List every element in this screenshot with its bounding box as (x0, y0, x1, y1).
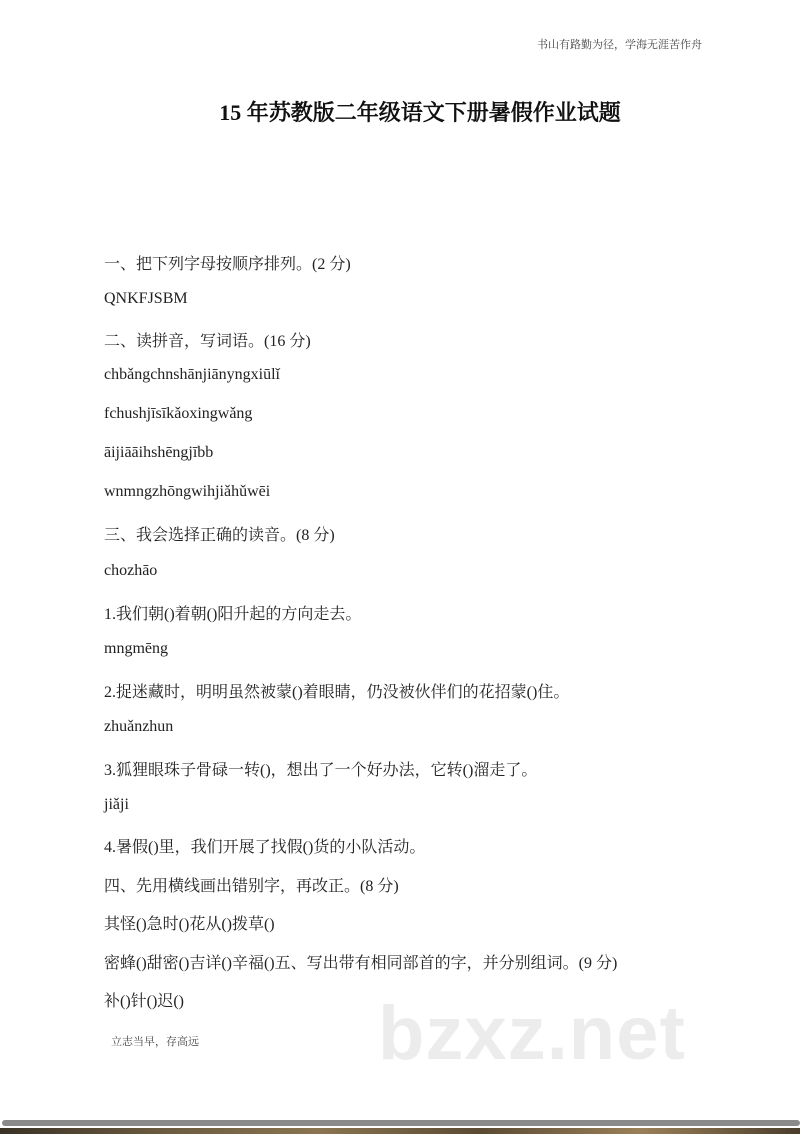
horizontal-scrollbar[interactable] (2, 1120, 800, 1126)
document-line: jiǎji (104, 796, 129, 813)
document-line: chbǎngchnshānjiānyngxiūlǐ (104, 366, 280, 383)
page-footer-motto: 立志当早，存高远 (111, 1036, 199, 1048)
document-line: 3.狐狸眼珠子骨碌一转()，想出了一个好办法，它转()溜走了。 (104, 762, 538, 779)
watermark: bzxz.net (378, 991, 686, 1076)
document-line: āijiāāihshēngjībb (104, 444, 214, 461)
document-line: 三、我会选择正确的读音。(8 分) (104, 527, 335, 544)
page-header-motto: 书山有路勤为径，学海无涯苦作舟 (537, 39, 702, 51)
document-line: 四、先用横线画出错别字，再改正。(8 分) (104, 878, 399, 895)
document-line: 补()针()迟() (104, 993, 184, 1010)
document-line: chozhāo (104, 562, 158, 579)
background-strip (0, 1128, 800, 1134)
document-line: fchushjīsīkǎoxingwǎng (104, 405, 253, 422)
document-line: 4.暑假()里，我们开展了找假()货的小队活动。 (104, 839, 426, 856)
document-line: 其怪()急时()花从()拨草() (104, 916, 275, 933)
document-line: 1.我们朝()着朝()阳升起的方向走去。 (104, 606, 362, 623)
document-line: wnmngzhōngwihjiǎhǔwēi (104, 483, 271, 500)
document-line: zhuǎnzhun (104, 718, 174, 735)
document-line: 二、读拼音，写词语。(16 分) (104, 333, 311, 350)
document-line: mngmēng (104, 640, 168, 657)
document-line: 密蜂()甜密()吉详()辛福()五、写出带有相同部首的字，并分别组词。(9 分) (104, 955, 618, 972)
document-line: QNKFJSBM (104, 290, 188, 307)
document-line: 一、把下列字母按顺序排列。(2 分) (104, 256, 351, 273)
document-title: 15 年苏教版二年级语文下册暑假作业试题 (219, 100, 621, 125)
document-line: 2.捉迷藏时，明明虽然被蒙()着眼睛，仍没被伙伴们的花招蒙()住。 (104, 684, 570, 701)
